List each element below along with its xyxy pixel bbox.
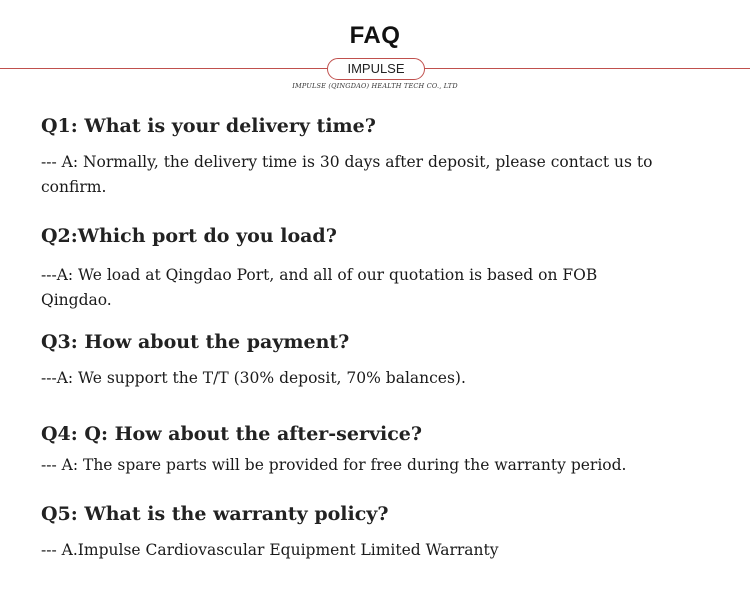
- page-title: FAQ: [349, 22, 401, 49]
- faq-answer-3: ---A: We support the T/T (30% deposit, 70% balances).: [41, 369, 466, 387]
- faq-question-3: Q3: How about the payment?: [41, 331, 350, 353]
- faq-question-1: Q1: What is your delivery time?: [41, 115, 376, 137]
- company-name: IMPULSE (QINGDAO) HEALTH TECH CO., LTD: [292, 82, 458, 90]
- faq-answer-4: --- A: The spare parts will be provided for free during the warranty period.: [41, 456, 627, 474]
- faq-question-4: Q4: Q: How about the after-service?: [41, 423, 423, 445]
- faq-answer-2: ---A: We load at Qingdao Port, and all of our quotation is based on FOB Qingdao.: [41, 266, 598, 309]
- brand-logo-badge: IMPULSE: [327, 58, 425, 80]
- faq-answer-5: --- A.Impulse Cardiovascular Equipment Limited Warranty: [41, 541, 499, 559]
- faq-answer-1: --- A: Normally, the delivery time is 30 days after deposit, please contact us to confirm.: [41, 153, 653, 196]
- faq-question-5: Q5: What is the warranty policy?: [41, 503, 389, 525]
- faq-question-2: Q2:Which port do you load?: [41, 225, 337, 247]
